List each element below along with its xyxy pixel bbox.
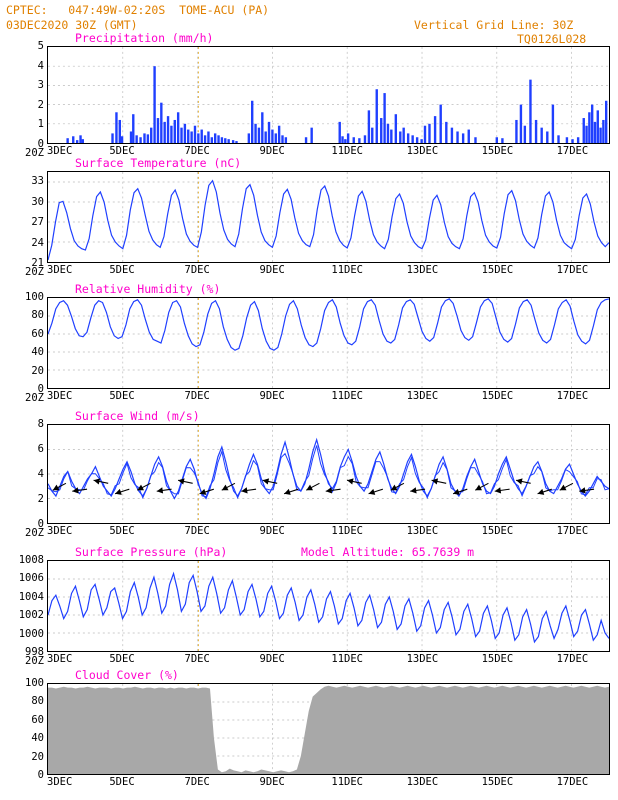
y-tick-label: 80	[31, 309, 44, 322]
x-tick-label: 3DEC	[47, 653, 73, 665]
x-tick-label: 17DEC	[556, 776, 589, 788]
x-tick-label: 3DEC	[47, 776, 73, 788]
x-tick-label: 11DEC	[331, 525, 363, 537]
x-tick-label: 17DEC	[556, 390, 589, 402]
axis-stub-label: 20Z	[25, 392, 44, 404]
x-tick-label: 5DEC	[109, 390, 135, 402]
y-tick-label: 4	[37, 468, 44, 480]
panel-temperature	[25, 156, 610, 278]
x-tick-label: 7DEC	[184, 145, 210, 157]
y-tick-label: 1006	[18, 572, 44, 585]
panel-pressure	[18, 545, 610, 667]
plot-area-pressure	[47, 560, 610, 652]
header-line-1: CPTEC: 047:49W-02:20S TOME-ACU (PA)	[6, 3, 270, 17]
y-tick-label: 2	[37, 98, 44, 111]
x-tick-label: 11DEC	[331, 653, 363, 665]
plot-area-wind	[47, 424, 610, 524]
x-tick-label: 15DEC	[481, 776, 514, 788]
x-tick-label: 9DEC	[259, 776, 285, 788]
y-tick-label: 0	[37, 383, 44, 395]
y-tick-label: 20	[31, 364, 44, 377]
y-tick-label: 30	[31, 195, 44, 208]
x-tick-label: 5DEC	[109, 145, 135, 157]
x-tick-label: 13DEC	[406, 264, 439, 276]
y-tick-label: 1004	[18, 590, 44, 603]
panel-wind	[25, 409, 610, 539]
y-tick-label: 1002	[18, 609, 44, 622]
y-tick-label: 24	[31, 236, 44, 249]
y-tick-label: 21	[31, 257, 44, 269]
y-tick-label: 0	[37, 769, 44, 781]
x-tick-label: 3DEC	[47, 145, 73, 157]
y-tick-label: 0	[37, 518, 44, 530]
x-tick-label: 17DEC	[556, 145, 589, 157]
title-precipitation: Precipitation (mm/h)	[75, 31, 214, 45]
y-tick-label: 5	[37, 40, 44, 52]
y-tick-label: 40	[31, 732, 44, 745]
y-tick-label: 998	[25, 646, 44, 658]
x-tick-label: 9DEC	[259, 145, 285, 157]
x-tick-label: 17DEC	[556, 525, 589, 537]
x-tick-label: 11DEC	[331, 145, 363, 157]
x-tick-label: 9DEC	[259, 390, 285, 402]
y-tick-label: 2	[37, 493, 44, 505]
title-humidity: Relative Humidity (%)	[75, 282, 221, 296]
x-tick-label: 7DEC	[184, 776, 210, 788]
y-tick-label: 1000	[18, 627, 44, 640]
x-tick-label: 11DEC	[331, 776, 363, 788]
x-tick-label: 13DEC	[406, 390, 439, 402]
axis-stub-label: 20Z	[25, 266, 44, 278]
header-model-id: TQ0126L028	[517, 32, 587, 46]
x-tick-label: 3DEC	[47, 390, 73, 402]
x-tick-label: 15DEC	[481, 653, 514, 665]
axis-stub-label: 20Z	[25, 527, 44, 539]
x-tick-label: 11DEC	[331, 264, 363, 276]
x-tick-label: 13DEC	[406, 776, 439, 788]
x-tick-label: 17DEC	[556, 264, 589, 276]
x-tick-label: 5DEC	[109, 525, 135, 537]
x-tick-label: 15DEC	[481, 390, 514, 402]
y-tick-label: 60	[31, 327, 44, 340]
x-tick-label: 13DEC	[406, 145, 439, 157]
plot-area-cloud-cover	[47, 683, 610, 775]
y-tick-label: 3	[37, 79, 44, 92]
x-tick-label: 5DEC	[109, 264, 135, 276]
x-tick-label: 7DEC	[184, 653, 210, 665]
x-tick-label: 11DEC	[331, 390, 363, 402]
y-tick-label: 27	[31, 216, 44, 229]
x-tick-label: 15DEC	[481, 145, 514, 157]
x-tick-label: 9DEC	[259, 264, 285, 276]
y-tick-label: 80	[31, 695, 44, 708]
title-cloud-cover: Cloud Cover (%)	[75, 668, 179, 682]
title-model-altitude: Model Altitude: 65.7639 m	[301, 545, 475, 559]
y-tick-label: 1	[37, 118, 44, 131]
x-tick-label: 5DEC	[109, 776, 135, 788]
x-tick-label: 13DEC	[406, 653, 439, 665]
x-tick-label: 9DEC	[259, 653, 285, 665]
title-temperature: Surface Temperature (nC)	[75, 156, 242, 170]
title-pressure: Surface Pressure (hPa)	[75, 545, 228, 559]
header-vertical-grid: Vertical Grid Line: 30Z	[414, 18, 574, 32]
y-tick-label: 60	[31, 713, 44, 726]
y-tick-label: 20	[31, 750, 44, 763]
plot-area-humidity	[47, 297, 610, 389]
header-line-2: 03DEC2020 30Z (GMT)	[6, 18, 138, 32]
y-tick-label: 8	[37, 418, 44, 430]
y-tick-label: 4	[37, 59, 44, 72]
panel-humidity	[25, 282, 610, 404]
y-tick-label: 33	[31, 175, 44, 188]
x-tick-label: 17DEC	[556, 653, 589, 665]
x-tick-label: 9DEC	[259, 525, 285, 537]
axis-stub-label: 20Z	[25, 147, 44, 159]
x-tick-label: 13DEC	[406, 525, 439, 537]
y-tick-label: 0	[37, 138, 44, 150]
x-tick-label: 5DEC	[109, 653, 135, 665]
y-tick-label: 1008	[18, 554, 44, 566]
y-tick-label: 100	[25, 291, 44, 303]
plot-area-temperature	[47, 171, 610, 263]
y-tick-label: 100	[25, 677, 44, 689]
plot-area-precipitation	[47, 46, 610, 144]
title-wind: Surface Wind (m/s)	[75, 409, 200, 423]
axis-stub-label: 20Z	[25, 655, 44, 667]
x-tick-label: 7DEC	[184, 264, 210, 276]
x-tick-label: 3DEC	[47, 525, 73, 537]
x-tick-label: 7DEC	[184, 525, 210, 537]
y-tick-label: 6	[37, 443, 44, 455]
x-tick-label: 3DEC	[47, 264, 73, 276]
panel-cloud-cover	[25, 668, 610, 788]
x-tick-label: 15DEC	[481, 264, 514, 276]
x-tick-label: 15DEC	[481, 525, 514, 537]
y-tick-label: 40	[31, 346, 44, 359]
x-tick-label: 7DEC	[184, 390, 210, 402]
